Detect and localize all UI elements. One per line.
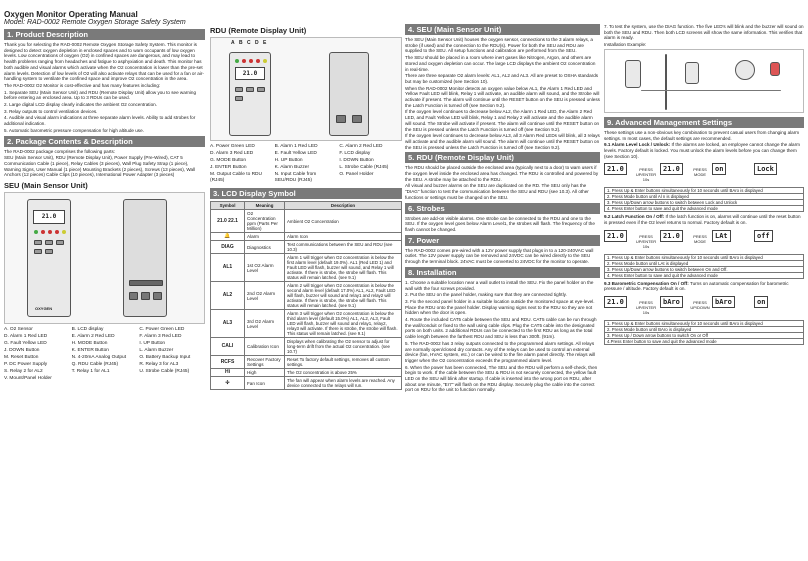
step-row <box>605 339 804 345</box>
lock-steps-table <box>604 187 804 212</box>
rdu-front-unit <box>229 52 271 136</box>
latch-steps-table <box>604 254 804 279</box>
baro-text: Turns on automatic compensation for barometric pressure / altitude. Factory default is on. <box>604 280 789 292</box>
callout-letter: D <box>255 40 259 46</box>
press-label: PRESS MODE <box>693 233 707 244</box>
press-label: PRESS UP/ENTER 10s <box>635 300 657 316</box>
legend-item: P. DC Power Supply <box>4 362 48 368</box>
legend-item: E. Alarm 2 Red LED <box>71 334 115 340</box>
legend-item: M. Reset Button <box>4 355 39 361</box>
legend-item: D. Alarm 3 Red LED <box>210 151 254 156</box>
seu-unit-icon <box>625 60 641 88</box>
meaning-cell: High <box>245 369 285 377</box>
seu-diagram-title: SEU (Main Sensor Unit) <box>4 181 88 191</box>
feature-item: 2. Large digital LCD display clearly indicates the ambient O2 concentration. <box>4 102 157 108</box>
lock-unlock-text: If the alarms are locked, an employee cannot change the alarm levels. Factory default is locked. You must unlock the alarm levels before you can change them (see Section 10). <box>604 142 800 159</box>
step-text: 1. Press Up & Enter buttons simultaneously for 10 seconds until BAro is displayed <box>605 321 804 327</box>
table-row <box>211 282 402 310</box>
alarm-led-icon <box>249 59 253 63</box>
legend-item: F. LCD display <box>339 151 371 156</box>
legend-item: O. Panel Holder <box>339 172 374 177</box>
symbol-cell: CALI <box>211 338 245 356</box>
table-row <box>211 338 402 356</box>
legend-item: L. Strobe Cable (RJ45) <box>339 165 389 170</box>
seu-paragraph: When the RAD-0002 Monitor detects an oxygen value below AL1, the Alarm 1 Red LED and Yellow Fault LED will blink, Relay 1 will activate, an audible alarm will sound, and the Strobe will activate if present. The alarm will continue until the RESET button on the SEU is pressed unless the Latch Function is turned off (see Section 9.2). <box>405 85 600 108</box>
seu-paragraph: If the oxygen level continues to decrease below AL2, the Alarm 1 Red LED, the Alarm 2 Red LED, and Fault Yellow LED will blink, Relay 1 and Relay 2 will activate and the audible alarm will sound. The Strobe will activate if present. The alarm will continue until the RESET button on the SEU is pressed unless the Latch Function is turned off (see Section 9.2). <box>405 109 600 132</box>
manual-title: Oxygen Monitor Operating Manual <box>4 10 138 19</box>
legend-item: E. Fault Yellow LED <box>274 151 317 156</box>
install-step-7: 7. To test the system, use the DIAG function. The five LED's will blink and the buzzer will sound on both the SEU and RDU. Then both LCD screens will show the same information. This verifies that alarm is ready. <box>604 24 804 41</box>
description-cell: Alarm 1 will trigger when O2 concentration is below the first alarm level (default 19.0%). AL1 (Red LED 1) and Fault LED will flash, buzzer will sound, and Relay 1 will activate. If there is strobe, the strobe will flash. This status will remain latched. (see 9.1) <box>285 254 402 282</box>
legend-item: J. DOWN Button <box>4 348 40 354</box>
legend-item: G. MODE Button <box>210 158 246 163</box>
table-row <box>211 241 402 254</box>
section-4-heading: 4. SEU (Main Sensor Unit) <box>405 24 600 35</box>
description-cell: Alarm 2 will trigger when O2 concentration is below the second alarm level (default 17.0%) AL1, AL2, Fault LED will flash, buzzer will sound and relay1 and relay2 will activate. If there is strobe, the strobe will flash. This status will remain latched. (see 9.1) <box>285 282 402 310</box>
rdu-unit-icon <box>685 62 699 84</box>
baro-steps-table <box>604 320 804 345</box>
legend-item: S. Relay 2 for AL2 <box>4 369 43 375</box>
latch-text: If the latch function is on, alarms will continue until the reset button is pressed even if the O2 level returns to normal. Factory default is on. <box>604 214 801 226</box>
meaning-cell: Calibration Icon <box>245 338 285 356</box>
install-step: 2. Put the SEU on the panel holder, making sure that they are connected tightly. <box>405 292 567 298</box>
legend-item: O. Battery Backup Input <box>139 355 191 361</box>
mode-button[interactable] <box>235 87 243 92</box>
step-text: 2. Press Mode button until BAro is displayed <box>605 327 804 333</box>
symbol-cell: RCFS <box>211 356 245 369</box>
callout-letter: B <box>239 40 243 46</box>
lcd-frame: 21.0 <box>604 230 627 242</box>
table-row <box>211 210 402 233</box>
step-row <box>605 272 804 278</box>
section-5-heading: 5. RDU (Remote Display Unit) <box>405 152 600 163</box>
power-led-icon <box>235 59 239 63</box>
legend-item: U. Strobe Cable (RJ45) <box>139 369 190 375</box>
relay-port <box>153 292 162 300</box>
alarm-led-icon <box>242 59 246 63</box>
rdu-diagram-title: RDU (Remote Display Unit) <box>210 26 307 35</box>
seu-brand: OXYGEN <box>35 306 53 312</box>
section-6-heading: 6. Strobes <box>405 203 600 214</box>
legend-item: V. Mount/Panel Holder <box>4 376 52 382</box>
description-cell: Test communications between the SEU and RDU (see 10.3) <box>285 241 402 254</box>
enter-button[interactable] <box>34 249 42 254</box>
symbol-cell: AL2 <box>211 282 245 310</box>
alarm-led-icon <box>55 230 59 234</box>
lcd-frame: 21.0 <box>660 230 683 242</box>
lcd-frame: 21.0 <box>604 163 627 175</box>
package-contents: SEU (Main Sensor Unit), RDU (Remote Display Unit), Power Supply (Pre-Wired), CAT 5 Communication Cable (1 piece), Relay Cables (3 pieces), Wall Plug Safety Strap (1 piece), Warning Signs, User Manual (1 piece) Mounting Brackets (2 pieces), Screws (13 pieces), Wall Anchors (12 pieces) Cable Clips (10 pieces), International Power Adapter (3 pieces) <box>4 155 196 178</box>
section-2-heading: 2. Package Contents & Description <box>4 136 205 147</box>
rdu-side-unit <box>329 52 369 136</box>
baro-sequence-diagram <box>604 294 804 318</box>
legend-item: G. Fault Yellow LED <box>4 341 47 347</box>
step-text: 1. Press Up & Enter buttons simultaneously for 10 seconds until BAro is displayed <box>605 188 804 194</box>
rdu-paragraph: The RDU should be placed outside the enclosed area (typically next to a door) to warn users if the oxygen level inside the enclosed area has changed. The RDU is controlled and powered by the SEU. A strobe may be attached to the RDU. <box>405 165 599 182</box>
strobes-paragraph: Strobes are add-on visible alarms. One strobe can be connected to the RDU and one to the SEU. If the oxygen level goes below Alarm Level1, the strobes will flash. The frequency of the flash cannot be changed. <box>405 215 595 232</box>
column-header: Meaning <box>245 202 285 210</box>
legend-item: D. Alarm 1 Red LED <box>4 334 48 340</box>
legend-item: N. Input Cable from SEU/RDU (RJ45) <box>274 172 317 183</box>
latch-paragraph <box>604 214 804 225</box>
down-button[interactable] <box>257 87 265 92</box>
install-step: 3. Fix the second panel holder in a suitable location outside the monitored space at eye-level. Place the RDU onto the panel holder. Display warning signs next to the RDU so they are not hidden when the door is open. <box>405 298 595 316</box>
legend-item: I. DOWN Button <box>339 158 374 163</box>
rdu-legend <box>210 144 402 184</box>
seu-paragraph: The SEU (Main Sensor Unit) houses the oxygen sensor, connections to the 3 alarm relays, a strobe (if used) and the connection to the RDU(s). Power for both the SEU and RDU are supplied to the SEU. All setup functions and calibration are performed from the SEU. <box>405 37 593 54</box>
legend-item: A. O2 Sensor <box>4 327 33 333</box>
step-text: 4.Press Enter button to save and quit the advanced mode <box>605 339 804 345</box>
reset-button[interactable] <box>45 249 53 254</box>
legend-item: Q. RDU Cable (RJ45) <box>71 362 119 368</box>
legend-item: T. Relay 1 for AL1 <box>71 369 110 375</box>
legend-item: B. LCD display <box>71 327 104 333</box>
meaning-cell: 2nd O2 Alarm Level <box>245 282 285 310</box>
legend-item: H. UP Button <box>274 158 303 163</box>
step-text: 1. Press Up & Enter buttons simultaneously for 10 seconds until BAro is displayed <box>605 254 804 260</box>
press-label: PRESS MODE <box>693 167 707 178</box>
section-8-heading: 8. Installation <box>405 267 600 278</box>
seu-legend <box>4 327 205 382</box>
strobe-icon <box>770 62 780 76</box>
install-step: 1. Choose a suitable location near a wall outlet to install the SEU. Fix the panel holder on the wall with the four screws provided. <box>405 279 594 291</box>
step-text: 2. Press Mode button until LAt is displayed <box>605 260 804 266</box>
install-step: 5. The RAD-0002 has 3 relay outputs connected to the programmed alarm settings. All relays are normally open/closed dry contacts. Any of the relays can be used to control an external device (fan, HVAC system, etc.) or can be wired to the fire alarm panel directly. The relays will trigger when the O2 concentration exceeds the programmed alarm level. <box>405 340 596 363</box>
lcd-frame: on <box>712 163 726 175</box>
seu-paragraph: The SEU should be placed in a room where inert gases like Nitrogen, Argon, and others are stored and oxygen depletion can occur. The large LCD displays the ambient O2 concentration in real-time. <box>405 55 596 72</box>
alarm-led-icon <box>256 59 260 63</box>
description-cell: Alarm 3 will trigger when O2 concentration is below the third alarm level (default 15.0%) AL1, AL2, AL3, Fault LED will flash, buzzer will sound and relay1, relay2, relay3 will activate. If there is strobe, the strobe will flash. This status will remain latched. (see 9.1) <box>285 310 402 338</box>
legend-item: H. MODE Button <box>71 341 108 347</box>
baro-paragraph <box>604 281 804 292</box>
legend-item: I. UP Button <box>139 341 166 347</box>
column-header: Description <box>285 202 402 210</box>
alarm-led-icon <box>48 230 52 234</box>
lcd-frame: bAro <box>660 296 683 308</box>
rj45-port <box>336 115 346 123</box>
lock-unlock-heading: 9.1 Alarm Level Lock / Unlock: <box>604 142 671 148</box>
step-text: 3. Press Up/Down arrow buttons to switch between On and Off. <box>605 266 804 272</box>
legend-item: A. Power Green LED <box>210 144 255 149</box>
meaning-cell: Diagnostics <box>245 241 285 254</box>
latch-sequence-diagram <box>604 228 804 252</box>
column-1 <box>4 0 205 561</box>
legend-item: F. Alarm 3 Red LED <box>139 334 182 340</box>
wall-outline <box>665 54 667 110</box>
table-header-row <box>211 202 402 210</box>
table-row <box>211 369 402 377</box>
symbol-cell: 21.0 22.1 <box>211 210 245 233</box>
legend-item: M. Output Cable to RDU (RJ45) <box>210 172 262 183</box>
package-intro: The RAD-0002 package comprises the following parts: <box>4 148 116 154</box>
manual-model: Model: RAD-0002 Remote Oxygen Storage Safety System <box>4 19 186 26</box>
meaning-cell: O2 Concentration ppm (Parts Per Million) <box>245 210 285 233</box>
rdu-lcd-screen: 21.0 <box>235 67 265 80</box>
description-cell: The fan will appear when alarm levels are reached. Any device connected to the relays will run. <box>285 377 402 390</box>
feature-item: 4. Audible and visual alarm indications at three separate alarm levels. Ability to add strobes for additional indication. <box>4 115 196 127</box>
column-3 <box>405 0 600 561</box>
baro-heading: 9.3 Barometric Compensation On / Off: <box>604 280 689 286</box>
table-row <box>211 356 402 369</box>
product-description-text: Thank you for selecting the RAD-0002 Remote Oxygen Storage Safety System. This monitor is designed to detect oxygen depletion in enclosed spaces and to warn occupants of low oxygen levels. Low concentrations of oxygen (O2) in confined spaces are dangerous, and may lead to health problems ranging from headaches and fatigue to asphyxiation and death. This monitor has both audible and visual alarms which activate when the O2 concentration is lower than the pre-set alarm levels. Detection of low levels of O2 will also activate relays that can be used for a fan or air-handling system to ventilate the confined space and improve O2 concentration in the area. <box>4 42 204 82</box>
rdu-paragraph: All visual and buzzer alarms on the SEU are duplicated on the RD. The SEU only has the "DIAG" function to test the communication between the SEU and RDU (see 10.3). All other functions or settings must be changed on the SEU. <box>405 183 589 200</box>
up-button[interactable] <box>246 87 254 92</box>
step-text: 3. Press Up/Down arrow buttons to switch between Lock and Unlock <box>605 200 804 206</box>
fault-led-icon <box>263 59 267 63</box>
step-text: 2. Press Mode button until Al n is displayed <box>605 194 804 200</box>
down-button[interactable] <box>56 240 64 245</box>
relay-port <box>141 292 150 300</box>
terminal-block <box>129 280 163 286</box>
description-cell: Ambient O2 Concentration <box>285 210 402 233</box>
table-row <box>211 377 402 390</box>
lock-unlock-paragraph <box>604 142 804 159</box>
lcd-frame: Lock <box>754 163 777 175</box>
symbol-cell: Hi <box>211 369 245 377</box>
meaning-cell: 1st O2 Alarm Level <box>245 254 285 282</box>
lcd-frame: on <box>754 296 768 308</box>
symbol-cell: ✣ <box>211 377 245 390</box>
meaning-cell: Fan Icon <box>245 377 285 390</box>
table-row <box>211 310 402 338</box>
legend-item: N. 4-20mA Analog Output <box>71 355 127 361</box>
step-text: 4. Press Enter button to save and quit the advanced mode <box>605 272 804 278</box>
meaning-cell: 3rd O2 Alarm Level <box>245 310 285 338</box>
mode-button[interactable] <box>34 240 42 245</box>
install-step: 4. Route the included CAT5 cable between the SEU and RDU. CAT5 cable can be run through the wall/conduit or fixed to the wall using cable clips. Plug the CAT5 cable into the designated ports on both units. 2 additional RDUs can be connected to the first RDU as long as the total cable length between the farthest RDU and SEU is less than 300ft. (91m). <box>405 317 597 340</box>
step-text: 4. Press Enter button to save and quit the advanced mode <box>605 206 804 212</box>
section-3-heading: 3. LCD Display Symbol <box>210 188 402 199</box>
symbol-cell: AL1 <box>211 254 245 282</box>
latch-heading: 9.2 Latch Function On / Off: <box>604 214 665 220</box>
table-row <box>211 254 402 282</box>
lock-sequence-diagram <box>604 161 804 185</box>
description-cell: Alarm Icon <box>285 233 402 241</box>
seu-side-unit <box>123 199 167 317</box>
section-7-heading: 7. Power <box>405 235 600 246</box>
cable-line <box>641 90 781 91</box>
description-cell: The O2 concentration is above 25% <box>285 369 402 377</box>
legend-item: R. Relay 3 for AL3 <box>139 362 179 368</box>
feature-item: 3. Relay outputs to control ventilation devices. <box>4 108 98 114</box>
lcd-frame: bAro <box>712 296 735 308</box>
installation-example-label: Installation Example: <box>604 42 647 48</box>
lcd-symbol-table <box>210 201 402 390</box>
legend-item: C. Alarm 2 Red LED <box>339 144 383 149</box>
description-cell: Reset To factory default settings, removes all custom settings. <box>285 356 402 369</box>
seu-paragraph: There are three separate O2 alarm levels: AL1, AL2 and AL3. All are preset to OSHA standards but may be customized (see Section 10). <box>405 73 599 84</box>
rdu-diagram <box>210 37 402 141</box>
power-paragraph: The RAD-0002 comes pre-wired with a 12V power supply that plugs in to a 120-240VAC wall outlet. The 12V power supply can be removed and 24VDC can be wired directly to the SEU through the terminal block. 24VAC must be converted to 24VDC for the monitor to operate. <box>405 247 594 265</box>
press-label: PRESS UP/ENTER 10s <box>635 233 657 249</box>
fault-led-icon <box>62 230 66 234</box>
features-intro: The RAD-0002 O2 Monitor is cost-effective and has many features including: <box>4 82 161 88</box>
legend-item: K. Alarm Buzzer <box>274 165 310 170</box>
advanced-intro: These settings use a non-obvious key combination to prevent casual users from changing alarm settings. In most cases, the default settings are recommended. <box>604 129 800 141</box>
symbol-cell: AL3 <box>211 310 245 338</box>
lcd-frame: off <box>754 230 773 242</box>
installation-example-diagram <box>604 49 804 113</box>
column-header: Symbol <box>211 202 245 210</box>
step-row <box>605 206 804 212</box>
lcd-frame: LAt <box>712 230 731 242</box>
seu-lcd-screen: 21.0 <box>33 210 65 224</box>
seu-diagram <box>4 192 205 324</box>
legend-item: L. Alarm Buzzer <box>139 348 174 354</box>
alarm-led-icon <box>41 230 45 234</box>
section-1-heading: 1. Product Description <box>4 29 205 40</box>
callout-letter: C <box>247 40 251 46</box>
press-label: PRESS UP/ENTER 10s <box>635 167 657 183</box>
lcd-frame: 21.0 <box>604 296 627 308</box>
column-2 <box>210 0 402 561</box>
lcd-frame: 21.0 <box>660 163 683 175</box>
column-4 <box>604 0 804 561</box>
callout-letter: E <box>263 40 267 46</box>
callout-letter: A <box>231 40 235 46</box>
seu-front-unit <box>27 199 71 317</box>
table-row <box>211 233 402 241</box>
legend-item: K. ENTER Button <box>71 348 109 354</box>
legend-item: J. ENTER Button <box>210 165 247 170</box>
power-led-icon <box>34 230 38 234</box>
press-label: PRESS UP/DOWN <box>690 300 710 311</box>
fan-icon <box>735 60 755 80</box>
legend-item: B. Alarm 1 Red LED <box>274 144 318 149</box>
legend-item: C. Power Green LED <box>139 327 185 333</box>
symbol-cell: 🔔 <box>211 233 245 241</box>
rj45-port <box>352 115 362 123</box>
up-button[interactable] <box>45 240 53 245</box>
section-9-heading: 9. Advanced Management Settings <box>604 117 804 128</box>
meaning-cell: Alarm <box>245 233 285 241</box>
step-text: 3. Press Up / Down arrow buttons to switch On or Off <box>605 333 804 339</box>
seu-paragraph: If the oxygen level continues to decrease below AL3, all 3 Alarm Red LEDs will blink, all 3 relays will activate and the audible alarm will sound. The alarm will continue until the RESET button on the SEU is pressed unless the Latch Function is turned off (see Section 9.2). <box>405 133 600 150</box>
feature-item: 5. Automatic barometric pressure compensation for high altitude use. <box>4 127 144 133</box>
meaning-cell: Recover Factory Settings <box>245 356 285 369</box>
description-cell: Displays when calibrating the O2 sensor to adjust for long-term drift from the actual O2 concentration. (see 10.7) <box>285 338 402 356</box>
enter-button[interactable] <box>235 96 243 101</box>
install-step: 6. When the power has been connected, The SEU and the RDU will perform a self-check, then begin to work. If the cable between the SEU & RDU is not securely connected, the yellow fault LED on the SEU will blink after startup. If cable is inserted into the wrong port on RDU, after about one minute, "Er7" will flash on the RDU display. Securely plug the cable into the correct port on RDU for the unit to function normally. <box>405 364 598 393</box>
symbol-cell: DIAG <box>211 241 245 254</box>
feature-item: 1. Separate SEU (Main Sensor Unit) and RDU (Remote Display Unit) allow you to see warning before entering an enclosed area. Up to 3 RDUs can be used. <box>4 89 196 101</box>
relay-port <box>129 292 138 300</box>
